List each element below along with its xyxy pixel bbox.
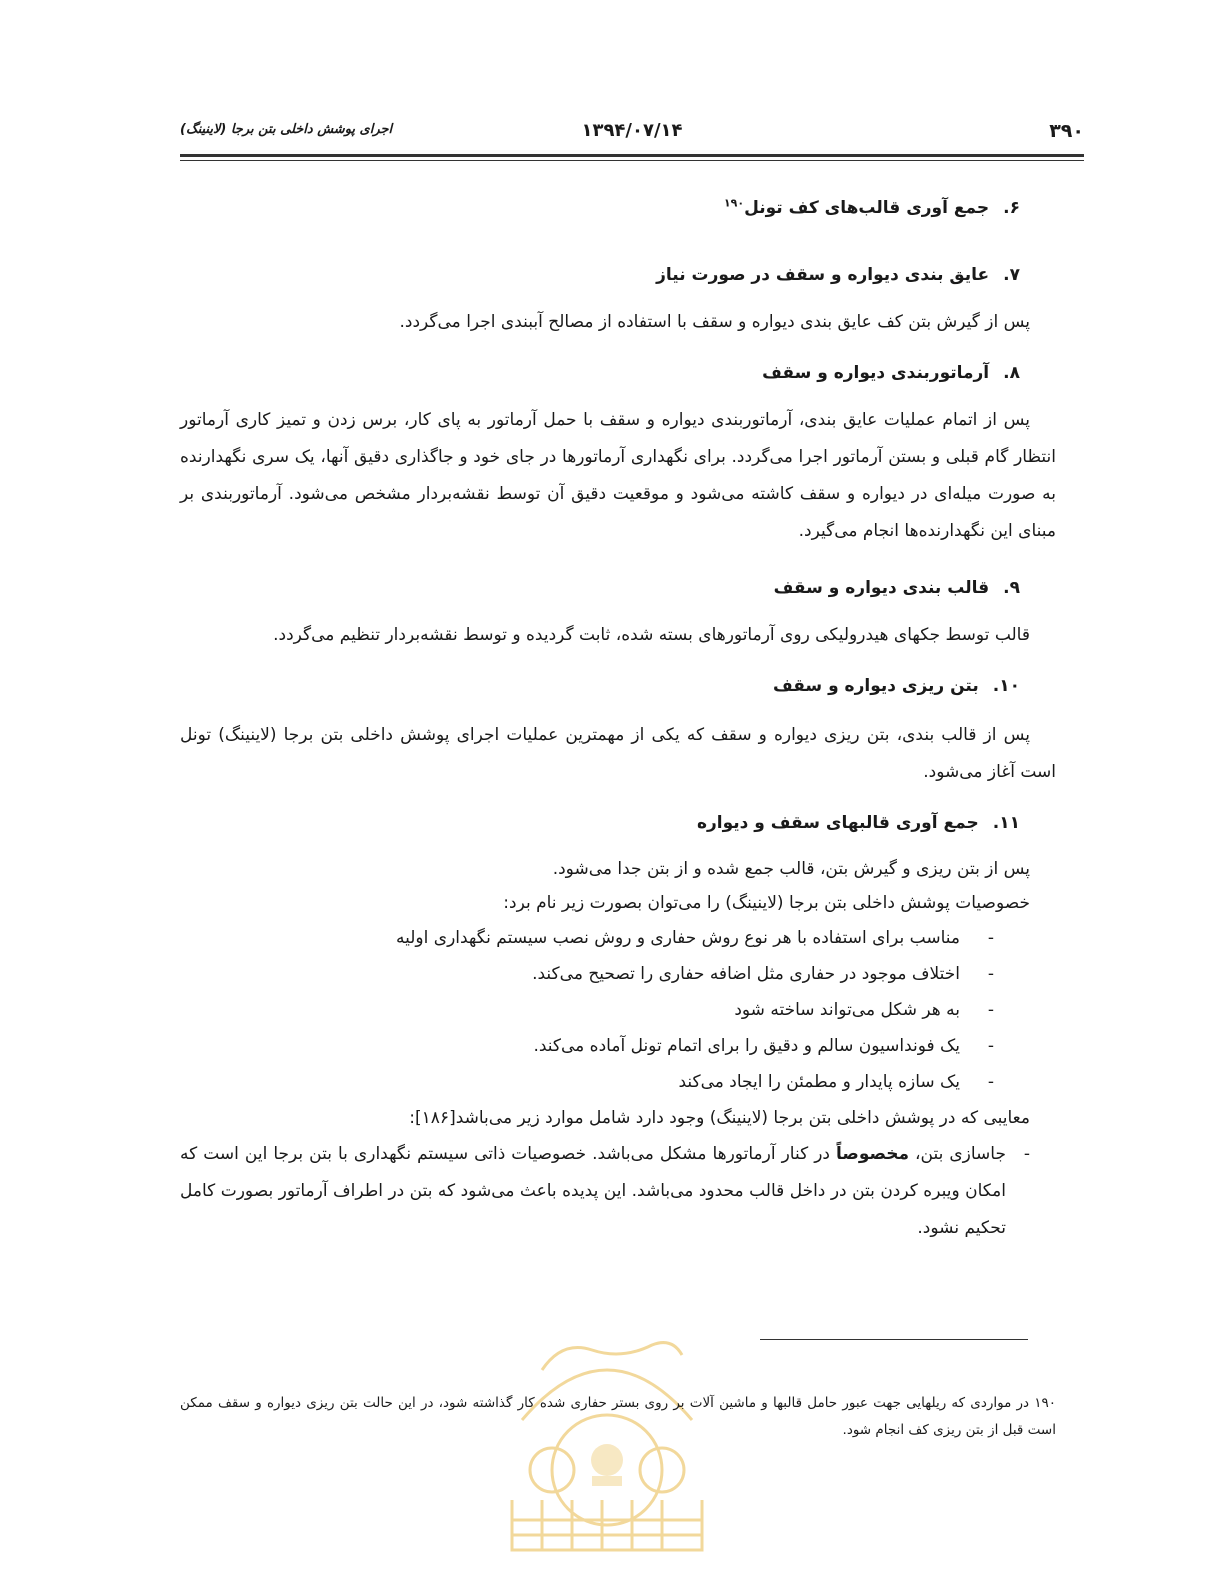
header-rule-thin bbox=[180, 160, 1084, 161]
footnote-text: ۱۹۰ در مواردی که ریلهایی جهت عبور حامل قالبها و ماشین آلات بر روی بستر حفاری شده کار گذاشته شود، در این حالت بتن ریزی دیواره و سقف ممکن است قبل از بتن ریزی کف انجام شود. bbox=[180, 1395, 1056, 1438]
defects-intro: معایبی که در پوشش داخلی بتن برجا (لاینینگ) وجود دارد شامل موارد زیر می‌باشد[۱۸۶]: bbox=[409, 1108, 1030, 1128]
dash-bullet: - bbox=[987, 928, 994, 948]
section-11-heading bbox=[180, 805, 1056, 842]
section-title: جمع آوری قالبهای سقف و دیواره bbox=[696, 813, 979, 833]
dash-bullet: - bbox=[987, 1072, 994, 1092]
section-8-body: پس از اتمام عملیات عایق بندی، آرماتوربندی دیواره و سقف با حمل آرماتور به پای کار، برس زدن و تمیز کاری آرماتور انتظار گام قبلی و بستن آرماتور اجرا می‌گردد. برای نگهداری آرماتورها در جای خود و جاگذاری دقیق آنها، یک سری نگهدارنده به صورت میله‌ای در دیواره و سقف کاشته می‌شود و موقعیت دقیق آن توسط نقشه‌بردار مشخص می‌شود. آرماتوربندی بر مبنای این نگهدارنده‌ها انجام می‌گیرد. bbox=[180, 410, 1056, 541]
list-item: - مناسب برای استفاده با هر نوع روش حفاری و روش نصب سیستم نگهداری اولیه bbox=[180, 920, 994, 956]
section-title: قالب بندی دیواره و سقف bbox=[773, 578, 990, 598]
dash-bullet: - bbox=[987, 1000, 994, 1020]
running-title: اجرای پوشش داخلی بتن برجا (لاینینگ) bbox=[180, 122, 393, 137]
section-9-heading bbox=[180, 570, 1056, 607]
section-7-body: پس از گیرش بتن کف عایق بندی دیواره و سقف با استفاده از مصالح آببندی اجرا می‌گردد. bbox=[399, 312, 1030, 332]
section-title: عایق بندی دیواره و سقف در صورت نیاز bbox=[656, 265, 990, 285]
header-rule-thick bbox=[180, 154, 1084, 157]
section-number: ۶. bbox=[1003, 198, 1020, 218]
section-title: آرماتوربندی دیواره و سقف bbox=[762, 363, 990, 383]
section-9-body: قالب توسط جکهای هیدرولیکی روی آرماتورهای بسته شده، ثابت گردیده و توسط نقشه‌بردار تنظیم می‌گردد. bbox=[273, 625, 1030, 645]
dash-bullet: - bbox=[987, 964, 994, 984]
list-item: - یک فونداسیون سالم و دقیق را برای اتمام تونل آماده می‌کند. bbox=[180, 1028, 994, 1064]
footnote-separator bbox=[760, 1339, 1028, 1340]
defects-list bbox=[180, 1136, 1056, 1247]
section-number: ۹. bbox=[1003, 578, 1020, 598]
section-title: بتن ریزی دیواره و سقف bbox=[772, 676, 979, 696]
list-item: - جاسازی بتن، مخصوصاً در کنار آرماتورها مشکل می‌باشد. خصوصیات ذاتی سیستم نگهداری با بتن برجا این است که امکان ویبره کردن بتن در داخل قالب محدود می‌باشد. این پدیده باعث می‌شود که بتن در اطراف آرماتور بصورت کامل تحکیم نشود. bbox=[180, 1136, 1056, 1247]
page-number: ۳۹۰ bbox=[1049, 120, 1084, 142]
section-11-body-1: پس از بتن ریزی و گیرش بتن، قالب جمع شده و از بتن جدا می‌شود. bbox=[552, 859, 1030, 879]
list-item: - یک سازه پایدار و مطمئن را ایجاد می‌کند bbox=[180, 1064, 994, 1100]
dash-bullet: - bbox=[987, 1036, 994, 1056]
section-number: ۸. bbox=[1003, 363, 1020, 383]
features-list bbox=[180, 920, 1056, 1100]
list-item: - اختلاف موجود در حفاری مثل اضافه حفاری را تصحیح می‌کند. bbox=[180, 956, 994, 992]
section-number: ۱۱. bbox=[992, 813, 1020, 833]
page-header bbox=[180, 118, 1084, 148]
footnote-ref[interactable]: ۱۹۰ bbox=[723, 196, 745, 210]
section-10-body: پس از قالب بندی، بتن ریزی دیواره و سقف که یکی از مهمترین عملیات اجرای پوشش داخلی بتن برجا (لاینینگ) تونل است آغاز می‌شود. bbox=[180, 725, 1056, 782]
list-item: - به هر شکل می‌تواند ساخته شود bbox=[180, 992, 994, 1028]
header-date: ۱۳۹۴/۰۷/۱۴ bbox=[581, 120, 683, 141]
dash-bullet: - bbox=[1023, 1144, 1030, 1164]
section-title: جمع آوری قالب‌های کف تونل bbox=[744, 198, 990, 218]
section-6-heading bbox=[180, 190, 1056, 227]
section-7-heading bbox=[180, 257, 1056, 294]
section-number: ۱۰. bbox=[992, 676, 1020, 696]
emphasis-text: مخصوصاً bbox=[836, 1144, 910, 1164]
main-content bbox=[180, 190, 1056, 1247]
section-10-heading bbox=[180, 668, 1056, 705]
section-11-body-2: خصوصیات پوشش داخلی بتن برجا (لاینینگ) را می‌توان بصورت زیر نام برد: bbox=[503, 893, 1030, 913]
section-8-heading bbox=[180, 355, 1056, 392]
section-number: ۷. bbox=[1003, 265, 1020, 285]
